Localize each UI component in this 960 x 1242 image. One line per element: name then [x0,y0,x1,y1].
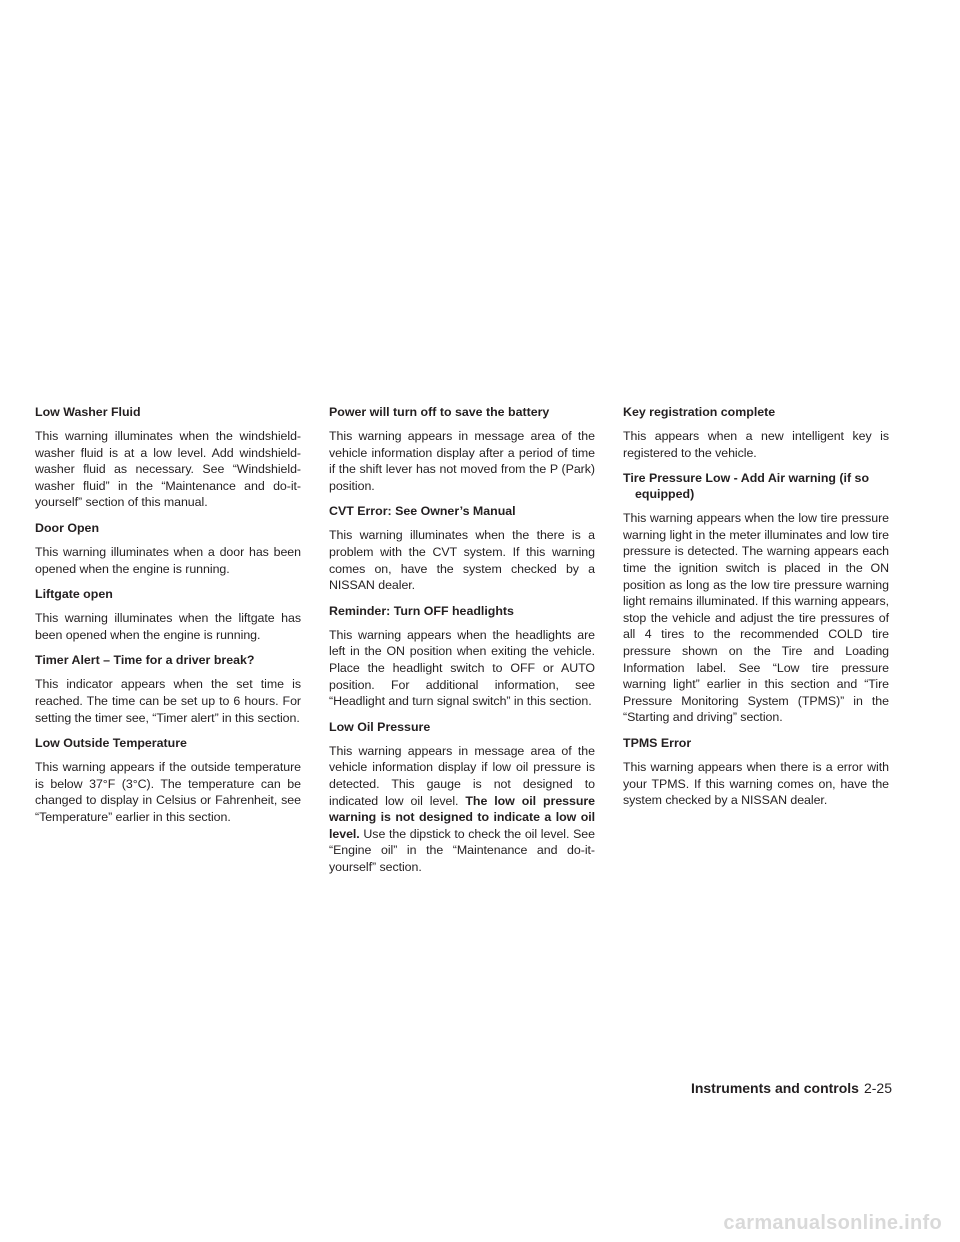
watermark-text: carmanualsonline.info [723,1212,942,1234]
paragraph-door-open: This warning illuminates when a door has been opened when the engine is running. [35,544,301,576]
page-footer [691,1080,892,1096]
paragraph-cvt-error: This warning illuminates when the there is a problem with the CVT system. If this warning comes on, have the system checked by a NISSAN dealer. [329,528,595,593]
heading-tpms-error: TPMS Error [623,735,692,750]
heading-low-washer-fluid: Low Washer Fluid [35,405,141,419]
paragraph-turn-off-headlights: This warning appears when the headlights are left in the ON position when exiting the vehicle. Place the headlight switch to OFF or AUTO position. For additional information, see “Headlight and turn signal switch” in this section. [329,627,595,709]
heading-timer-alert: Timer Alert – Time for a driver break? [35,653,255,668]
page-number: 2-25 [863,1080,892,1096]
paragraph-power-turn-off: This warning appears in message area of the vehicle information display after a period of time if the shift lever has not moved from the P (Park) position. [329,429,595,493]
paragraph-key-registration: This appears when a new intelligent key is registered to the vehicle. [623,429,889,460]
paragraph-tire-pressure-low: This warning appears when the low tire pressure warning light in the meter illuminates and low tire pressure is detected. The warning appears each time the ignition switch is placed in the ON position as long as the low tire pressure warning light remains illuminated. If this warning appears, stop the vehicle and adjust the tire pressures of all 4 tires to the recommended COLD tire pressure shown on the Tire and Loading Information label. See “Low tire pressure warning light” earlier in this section and “Tire Pressure Monitoring System (TPMS)” in the “Starting and driving” section. [623,511,889,725]
column-left [35,404,301,835]
column-right [623,404,889,818]
heading-turn-off-headlights: Reminder: Turn OFF headlights [329,603,514,618]
column-middle [329,404,595,884]
heading-low-outside-temperature: Low Outside Temperature [35,736,187,751]
heading-door-open: Door Open [35,520,100,535]
heading-key-registration: Key registration complete [623,405,776,419]
heading-liftgate-open: Liftgate open [35,587,113,602]
oil-text-intro: This warning appears in message area of the vehicle information display if low oil pressure is detected. This gauge is not designed to indicated low oil level. [329,743,595,808]
oil-text-outro: Use the dipstick to check the oil level. See “Engine oil” in the “Maintenance and do-it-yourself” section. [329,826,595,874]
paragraph-low-oil-pressure [329,743,595,876]
heading-power-turn-off: Power will turn off to save the battery [329,405,550,419]
paragraph-liftgate-open: This warning illuminates when the liftgate has been opened when the engine is running. [35,611,301,642]
heading-cvt-error: CVT Error: See Owner’s Manual [329,504,516,519]
oil-text-emphasis: The low oil pressure warning is not designed to indicate a low oil level. [329,793,595,841]
paragraph-timer-alert: This indicator appears when the set time is reached. The time can be set up to 6 hours. For setting the timer see, “Timer alert” in this section. [35,677,301,725]
tire-heading-line1: Tire Pressure Low - Add Air warning (if so [623,471,870,486]
paragraph-low-washer-fluid: This warning illuminates when the windshield-washer fluid is at a low level. Add windshield-washer fluid as necessary. See “Windshield-washer fluid” in the “Maintenance and do-it-yourself” section of this manual. [35,429,301,510]
heading-tire-pressure-low [623,470,889,502]
tire-heading-line2: equipped) [635,487,695,502]
heading-low-oil-pressure: Low Oil Pressure [329,719,431,734]
paragraph-tpms-error: This warning appears when there is a error with your TPMS. If this warning comes on, have the system checked by a NISSAN dealer. [623,759,889,808]
footer-section-title: Instruments and controls [690,1080,859,1096]
paragraph-low-outside-temperature: This warning appears if the outside temperature is below 37°F (3°C). The temperature can be changed to display in Celsius or Fahrenheit, see “Temperature” earlier in this section. [35,760,301,824]
